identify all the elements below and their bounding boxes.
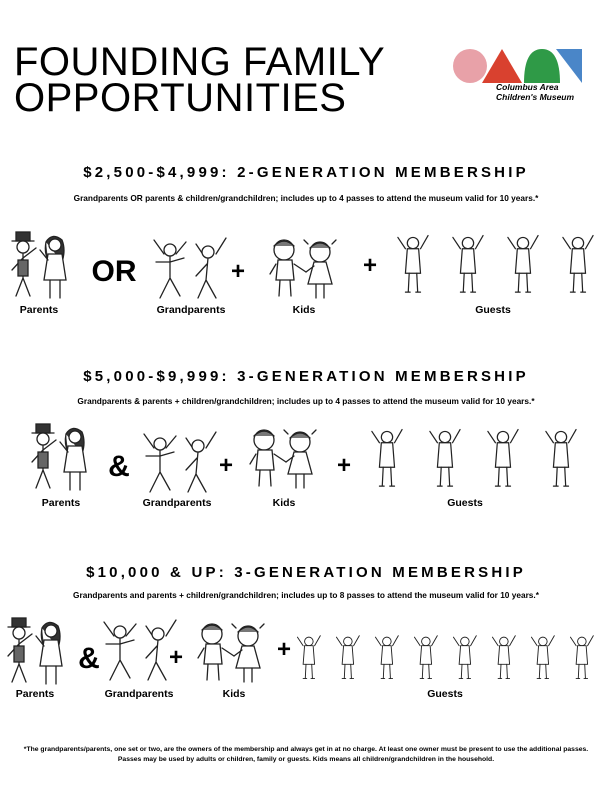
guests-figure-group bbox=[370, 422, 602, 493]
parents-label: Parents bbox=[15, 688, 55, 700]
grandparents-figure bbox=[140, 430, 220, 501]
page-title bbox=[14, 40, 386, 120]
title-line-2: OPPORTUNITIES bbox=[14, 76, 347, 120]
plus-sign: + bbox=[230, 258, 245, 285]
tier-3-description: Grandparents and parents + children/grandchildren; includes up to 8 passes to attend the museum valid for 10 years.* bbox=[73, 590, 539, 600]
kids-label: Kids bbox=[292, 304, 316, 316]
plus-sign: + bbox=[362, 252, 377, 279]
kids-label: Kids bbox=[222, 688, 246, 700]
guests-figure-group bbox=[396, 228, 612, 299]
parents-label: Parents bbox=[19, 304, 59, 316]
grandparents-figure bbox=[150, 236, 230, 307]
guests-label: Guests bbox=[475, 304, 511, 316]
tier-3-heading: $10,000 & UP: 3-GENERATION MEMBERSHIP bbox=[86, 564, 526, 581]
tier-2-heading: $5,000-$9,999: 3-GENERATION MEMBERSHIP bbox=[83, 368, 529, 385]
plus-sign: + bbox=[336, 452, 351, 479]
grandparents-label: Grandparents bbox=[104, 688, 174, 700]
guests-label: Guests bbox=[427, 688, 463, 700]
tier-1-heading: $2,500-$4,999: 2-GENERATION MEMBERSHIP bbox=[83, 164, 529, 181]
grandparents-label: Grandparents bbox=[142, 497, 212, 509]
guests-figure-group bbox=[296, 630, 608, 685]
kids-label: Kids bbox=[272, 497, 296, 509]
logo-line-2: Children's Museum bbox=[496, 92, 575, 102]
parents-figure bbox=[10, 230, 80, 305]
logo-text bbox=[496, 82, 574, 102]
or-connector: OR bbox=[91, 255, 137, 288]
plus-sign: + bbox=[218, 452, 233, 479]
tier-2-description: Grandparents & parents + children/grandchildren; includes up to 4 passes to attend the museum valid for 10 years.* bbox=[77, 396, 535, 406]
parents-label: Parents bbox=[41, 497, 81, 509]
grandparents-label: Grandparents bbox=[156, 304, 226, 316]
kids-figure bbox=[196, 620, 272, 691]
plus-sign: + bbox=[168, 644, 183, 671]
and-connector: & bbox=[108, 450, 130, 483]
title-line-1: FOUNDING FAMILY bbox=[14, 40, 386, 84]
museum-logo bbox=[452, 46, 592, 126]
parents-figure bbox=[30, 422, 100, 497]
footnote: *The grandparents/parents, one set or two, are the owners of the membership and always get in at no charge. At least one owner must be present to use the additional passes. Passes may be used by adults or children, family or guests. Kids means all children/grandchildren in the household. bbox=[23, 746, 589, 763]
and-connector: & bbox=[78, 642, 100, 675]
logo-line-1: Columbus Area bbox=[496, 82, 559, 92]
kids-figure bbox=[268, 236, 344, 307]
guests-label: Guests bbox=[447, 497, 483, 509]
logo-shapes-icon bbox=[452, 46, 582, 86]
tier-1-description: Grandparents OR parents & children/grandchildren; includes up to 4 passes to attend the museum valid for 10 years.* bbox=[73, 193, 539, 203]
parents-figure bbox=[6, 616, 76, 691]
kids-figure bbox=[248, 426, 324, 497]
plus-sign: + bbox=[276, 636, 291, 663]
